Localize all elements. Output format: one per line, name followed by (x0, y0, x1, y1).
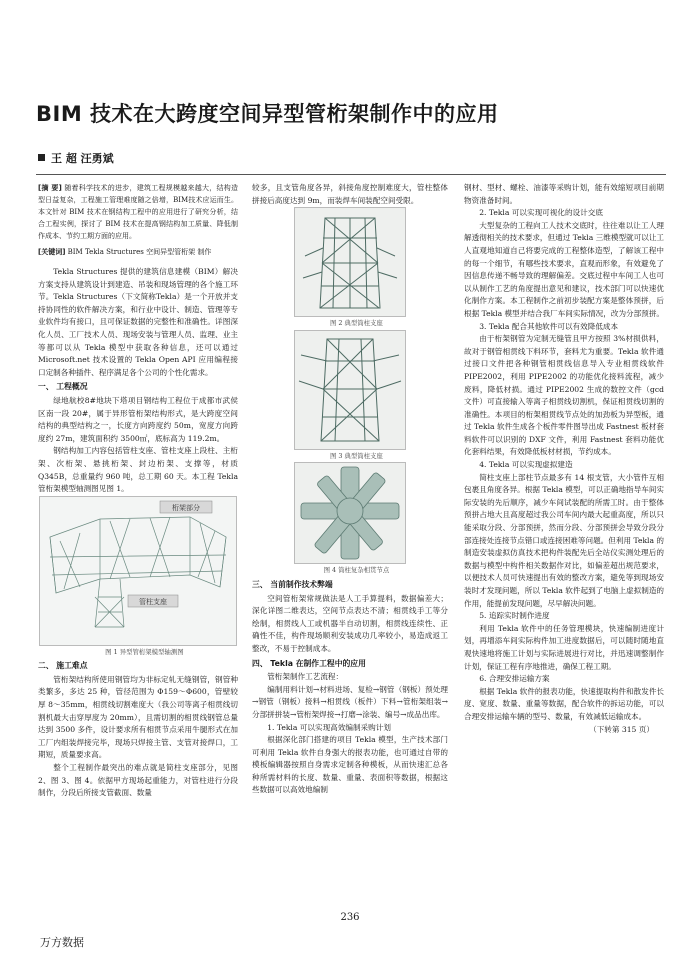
section-heading: 二、 施工难点 (38, 661, 88, 671)
paragraph: 管桁架结构所使用钢管均为非标定轧无缝钢管，钢管种类繁多，多达 25 种，管径范围为 Φ159～Φ600，管壁较厚 8～35mm，相贯线切割难度大（我公司等离子相贯线切割机最大击穿厚度为 20mm），且需切割的相贯线钢管总量达到 3500 多件，设计要求所有相贯节点采用牛腿形式在加工厂内组装焊接完毕，现场只焊接主管、支管对接焊口，工期短，质量要求高。 (38, 674, 238, 760)
paragraph: 3. Tekla 配合其他软件可以有效降低成本 (479, 321, 619, 331)
figure-1-label-truss: 桁架部分 (172, 503, 200, 512)
column-2-body (252, 579, 448, 797)
paragraph: 由于桁架钢管为定制无缝管且甲方按照 3%材损供料，故对于钢管相贯线下料环节，套料尤为重要。Tekla 软件通过接口文件把各种钢管相贯线信息导入专业相贯线软件 PIPE2002，利用 PIPE2002 的功能优化接料流程，减少废料，降低材损。通过 PIPE2002 生成的数控文件（gcd 文件）可直接输入等离子相贯线切割机，保证相贯线切割的准确性。本项目的桁架相贯线节点处的加劲板为异型板，通过 Tekla 软件生成各个板件零件图导出成 Fastnest 板材套料软件可以识别的 DXF 文件，利用 Fastnest 套料功能优化套料结果，有效降低板材材损，节约成本。 (464, 334, 664, 457)
figure-1-label-support: 管柱支座 (139, 597, 167, 606)
article-title: BIM 技术在大跨度空间异型管桁架制作中的应用 (36, 102, 499, 126)
column-2-intro (252, 182, 448, 207)
paragraph: 利用 Tekla 软件中的任务管理模块，快速编制进度计划，再增添车间实际构件加工进度数据后，可以随时随地直观快速地将施工计划与实际进展进行对比，并迅速调整制作计划，保证工程有序地推进，确保工程工期。 (464, 623, 664, 671)
figure-1-caption: 图 1 异型管桁架模型轴测图 (105, 647, 184, 656)
paragraph: 绿地航校8#地块下塔项目钢结构工程位于成都市武侯区南一段 20#，属于异形管桁架结构形式，是大跨度空间结构的典型结构之一，长度方向跨度约 50m，宽度方向跨度约 27m，建筑面积约 3500㎡，底标高为 119.2m。 (38, 395, 238, 443)
figure-2-caption: 图 2 典型筒柱支座 (329, 319, 383, 328)
figure-4-caption: 图 4 筒柱复杂相贯节点 (323, 566, 390, 575)
paragraph: 根据深化部门搭建的项目 Tekla 模型，生产技术部门可利用 Tekla 软件自身强大的报表功能，也可通过自带的模板编辑器按照自身需求定制各种模板，从而快速汇总各种所需材料的长度、数量、重量、表面积等数据，根据这些数据可以高效地编制 (252, 735, 448, 795)
paragraph: 1. Tekla 可以实现高效编制采购计划 (267, 722, 391, 732)
keywords (38, 246, 238, 258)
paragraph: 大型复杂的工程向工人技术交底时，往往难以让工人理解透彻相关的技术要求，但通过 Tekla 三维模型就可以让工人直观地知道自己将要完成的工程整体造型，了解该工程中的每一个细节，有哪些技术要求，直观而形象，有效避免了因信息传递不畅导致的理解偏差。交底过程中车间工人也可以从制作工艺的角度提出意见和建议，技术部门可以快速优化制作方案。本工程制作之前初步装配方案是整体预拼，后根据 Tekla 模型并结合我厂车间实际情况，改为分部预拼。 (464, 220, 665, 318)
keywords-text: BIM Tekla Structures 空间异型管桁架 制作 (67, 248, 212, 256)
paragraph: 整个工程制作最突出的难点就是简柱支座部分，见图 2、图 3、图 4。依据甲方现场起重能力，对管柱进行分段制作，分段后所接支管截面、数量 (38, 763, 238, 798)
figure-3-column-support (294, 330, 406, 450)
section-heading: 四、 Tekla 在制作工程中的应用 (252, 658, 366, 668)
paragraph: 钢材、型材、螺栓、油漆等采购计划，能有效缩短项目前期物资准备时间。 (464, 183, 664, 205)
column-1-body-continued (38, 660, 238, 800)
paragraph: 空间管桁架常规做法是人工手算提料，数据偏差大；深化详图二维表达，空间节点表达不清；相贯线手工等分绘制，相贯线人工或机器半自动切割，相贯线连续性、正确性不佳，构件现场顺利安装成功几率较小，易造成返工整改，不易于控制成本。 (252, 593, 448, 653)
author-names: 王 超 汪勇斌 (51, 152, 114, 165)
paragraph: 编制用料计划→材料进场、复检→钢管（钢板）预处理→钢管（钢板）接料→相贯线（板件）下料→管桁架组装→分部拼拼装→管桁架焊接→打磨→涂装、编号→成品出库。 (252, 684, 448, 719)
section-heading: 一、 工程概况 (38, 382, 88, 392)
keywords-label: [关键词] (38, 248, 66, 256)
square-bullet-icon (38, 154, 45, 161)
column-1 (38, 182, 238, 800)
paragraph: 4. Tekla 可以实现虚拟建造 (479, 460, 573, 470)
paragraph: 5. 追踪实时制作进度 (479, 611, 550, 621)
authors (38, 150, 114, 166)
abstract-text: 随着科学技术的进步，建筑工程规模越来越大，结构造型日益复杂，工程施工管理难度随之倍增，BIM技术应运而生。本文针对 BIM 技术在钢结构工程中的应用进行了研究分析，结合工程实例，探讨了 BIM 技术在提高钢结构加工质量、降低制作成本、节约工期方面的应用。 (38, 184, 238, 240)
continued-note: （下转第 315 页） (589, 724, 654, 734)
column-2 (252, 182, 448, 797)
column-3-body (464, 182, 664, 724)
figure-2-column-support (294, 207, 406, 317)
paragraph: 6. 合理安排运输方案 (479, 674, 550, 684)
column-1-body (38, 266, 238, 496)
column-3 (464, 182, 664, 736)
paragraph: 简柱支座上部柱节点最多有 14 根支管，大小管件互相包裹且角度各异。根据 Tekla 模型，可以正确地指导车间实际安装的先后顺序，减少车间试装配的所需工时。由于整体预拼占地大且高度超过我公司车间内最大起重高度，所以只能采取分段、分部预拼，然而分段、分部预拼会导致分段分部连接处连接节点错口或连接困难等问题。但利用 Tekla 的制造安装虚拟仿真技术把构件装配先后全站仪实测处理后的数据与模型中构件相关数据作对比，如偏差超出规范要求，以便技术人员可快速提出有效的整改方案，避免等到现场安装时才发现问题，所以 Tekla 软件起到了电脑上虚拟制造的作用，能提前发现问题，尽早解决问题。 (464, 472, 665, 608)
footer-source: 万方数据 (40, 936, 84, 949)
paragraph: Tekla Structures 提供的建筑信息建模（BIM）解决方案支持从建筑设计到建造、吊装和现场管理的各个施工环节。Tekla Structures（下文简称Tekla）是一个开放并支持协同性的软件解决方案，和行业中设计、制造、管理等专业软件均有接口，且可保证数据的完整性和准确性。详图深化人员、工厂技术人员、现场安装与管理人员、监理、业主等都可以从 Tekla 模型中获取各种信息，还可以通过Microsoft.net 技术设置的 Tekla Open API 应用编程接口定制各种插件、程序满足各个公司的个性化需求。 (38, 267, 238, 377)
paragraph: 钢结构加工内容包括管柱支座、管柱支座上段柱、主桁架、次桁架、悬挑桁架、封边桁架、支撑等，材质 Q345B，总重量约 960 吨，总工期 60 天。本工程 Tekla 管桁架模型轴测图见图 1。 (38, 446, 238, 494)
abstract-label: [摘 要] (38, 184, 62, 192)
figure-3-caption: 图 3 典型筒柱支座 (329, 451, 383, 460)
figure-1-truss-model (39, 496, 237, 646)
paragraph: 较多，且支管角度各异，斜接角度控制难度大，管柱整体拼接后高度达到 9m，而装焊车间装配空间受限。 (252, 183, 448, 205)
header-rule (36, 174, 666, 175)
page-number: 236 (340, 912, 360, 923)
paragraph: 管桁架制作工艺流程： (267, 672, 344, 682)
figure-4-joint-node (294, 462, 406, 564)
paragraph: 2. Tekla 可以实现可视化的设计交底 (479, 208, 603, 218)
abstract (38, 182, 238, 242)
paragraph: 根据 Tekla 软件的报表功能，快速提取构件和散发件长度、宽度、数量、重量等数据，配合软件的拆运功能，可以合理安排运输车辆的型号、数量，有效减低运输成本。 (464, 686, 665, 721)
section-heading: 三、 当前制作技术弊端 (252, 579, 333, 589)
